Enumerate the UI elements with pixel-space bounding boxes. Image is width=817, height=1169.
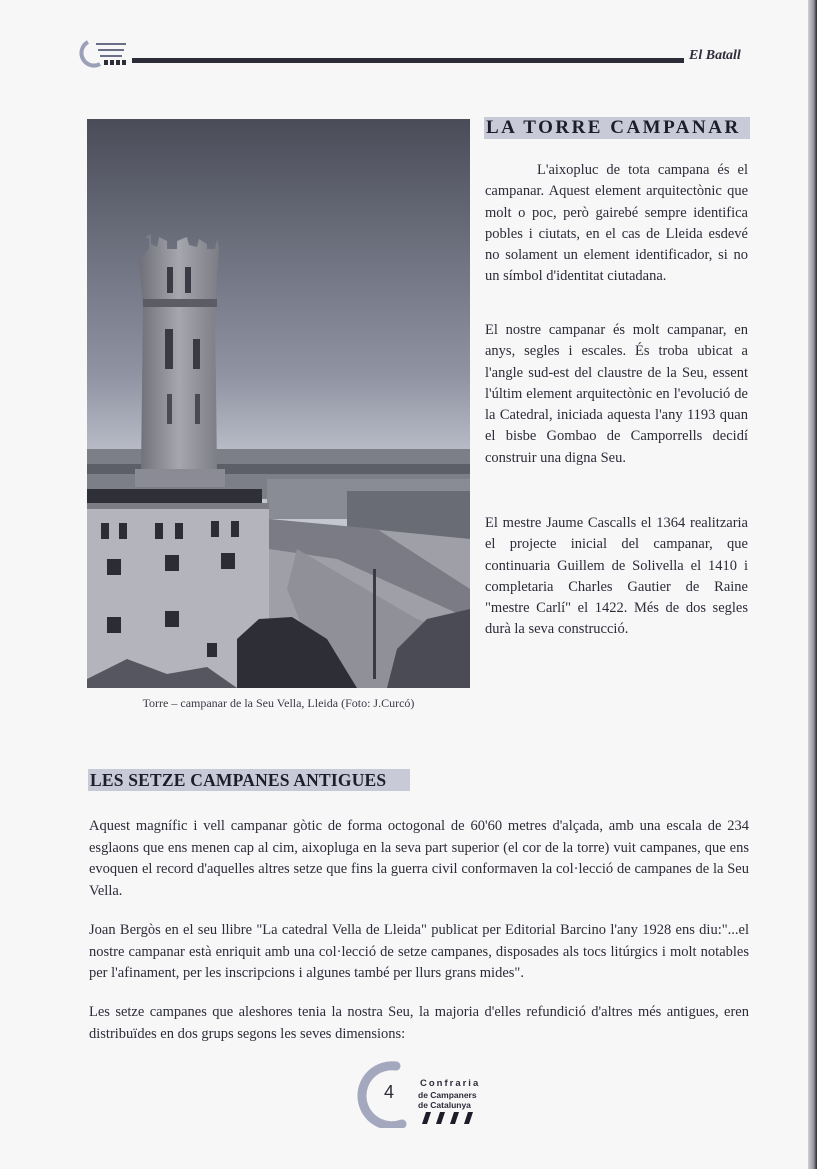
bells-icon (420, 1112, 476, 1124)
paragraph: El nostre campanar és molt campanar, en anys, segles i escales. És troba ubicat a l'angle sud-est del claustre de la Seu, essent l'últim element arquitectònic en l'evolució de la Catedral, iniciada aquesta l'any 1193 quan el bisbe Gombao de Camporrells decidí construir una digna Seu. (485, 322, 748, 466)
journal-title: El Batall (689, 48, 741, 63)
paragraph: Joan Bergòs en el seu llibre "La catedral Vella de Lleida" publicat per Editorial Barcino l'any 1928 ens diu:"...el nostre campanar està enriquit amb una col·lecció de setze campanes, disposades als tocs litúrgics i molt notables per l'afinament, per les inscripcions i algunes també per llurs grans mides". (89, 922, 749, 981)
footer-organization: Confraria de Campaners de Catalunya (418, 1078, 481, 1110)
paragraph: Les setze campanes que aleshores tenia la nostra Seu, la majoria d'elles refundició d'altres més antigues, eren distribuïdes en dos grups segons les seves dimensions: (89, 1004, 749, 1042)
paragraph: L'aixopluc de tota campana és el campanar. Aquest element arquitectònic que molt o poc, però gairebé sempre identifica pobles i ciutats, en el cas de Lleida esdevé no solament un element identificador, si no un símbol d'identitat ciutadana. (485, 162, 748, 285)
section-heading-setze-campanes: LES SETZE CAMPANES ANTIGUES (88, 769, 410, 791)
confraria-logo-icon (74, 38, 132, 68)
paragraph: El mestre Jaume Cascalls el 1364 realitzaria el projecte inicial del campanar, que continuaria Guillem de Solivella el 1410 i completaria Charles Gautier de Raine "mestre Carlí" el 1422. Més de dos segles durà la seva construcció. (485, 515, 748, 638)
bell-tower-photo (87, 119, 470, 688)
paragraph: Aquest magnífic i vell campanar gòtic de forma octogonal de 60'60 metres d'alçada, amb una escala de 234 esglaons que ens menen cap al cim, aixopluga en la seva part superior (el cor de la torre) vuit campanes, que ens evoquen el record d'aquelles altres setze que fins la guerra civil conformaven la col·lecció de campanes de la Seu Vella. (89, 818, 749, 899)
page-number: 4 (384, 1082, 395, 1102)
page-edge (808, 0, 817, 1169)
header-rule (132, 58, 684, 63)
section-heading-torre-campanar: LA TORRE CAMPANAR (484, 117, 750, 139)
photo-caption: Torre – campanar de la Seu Vella, Lleida (Foto: J.Curcó) (142, 696, 415, 710)
